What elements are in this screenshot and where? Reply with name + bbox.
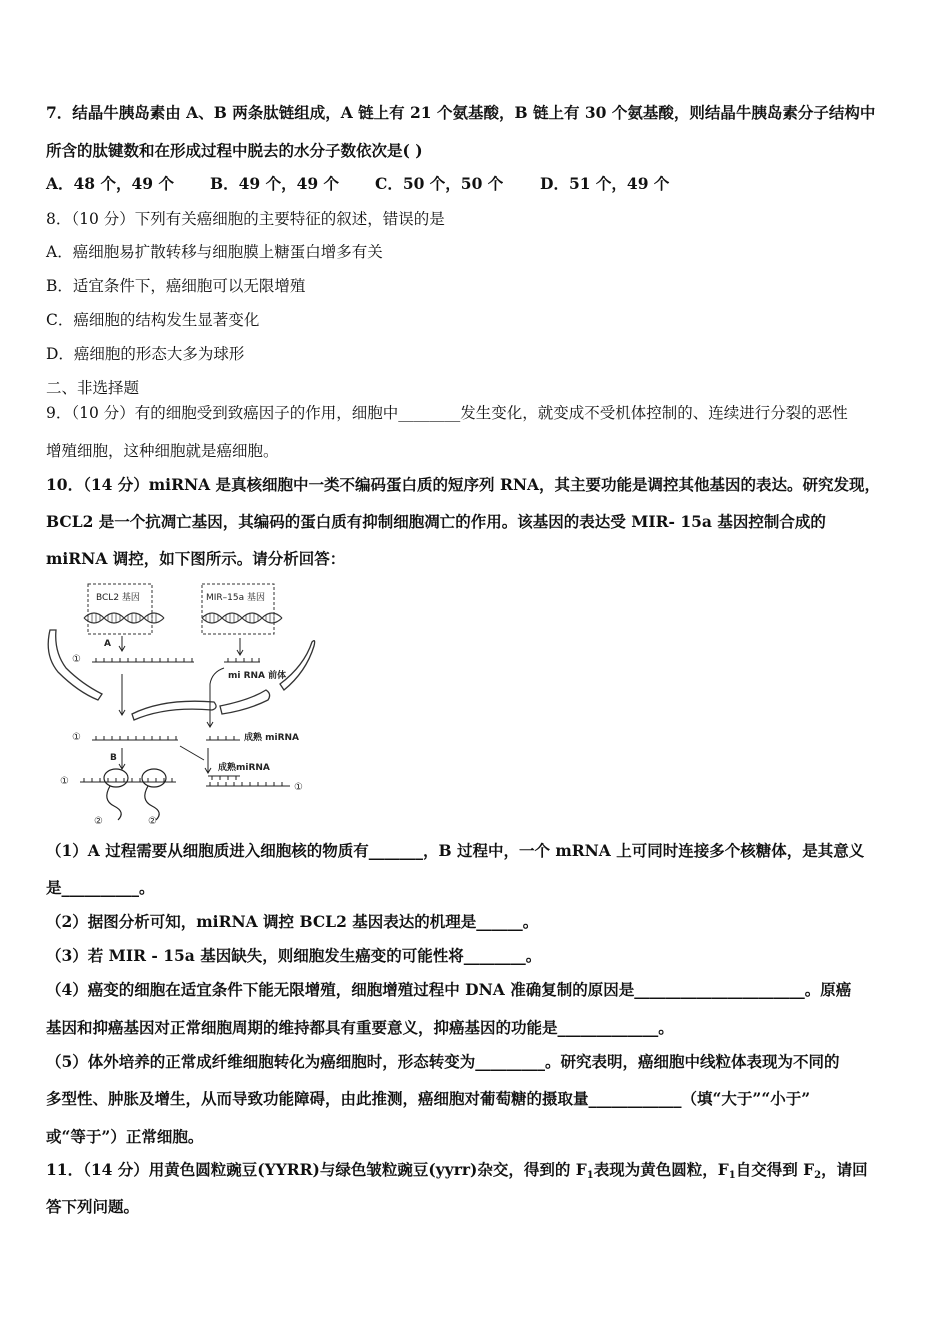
q7-stem-line2: 所含的肽键数和在形成过程中脱去的水分子数依次是( )	[46, 141, 423, 160]
circle2-label-1: ②	[94, 816, 103, 827]
circle1-label-row3: ①	[60, 776, 69, 787]
q11-text-a: 11．（14 分）用黄色圆粒豌豆(YYRR)与绿色皱粒豌豆(yyrr)杂交，得到的 F	[46, 1160, 587, 1179]
target-mrna-strand	[206, 782, 290, 786]
q11-stem-line2: 答下列问题。	[46, 1197, 140, 1216]
mature-mirna-strand-2	[208, 776, 240, 780]
q11-sub-1b: 1	[728, 1170, 736, 1181]
mature-mirna-label-1: 成熟 miRNA	[244, 733, 300, 743]
q7-option-c: C．50 个，50 个	[375, 174, 504, 193]
mature-mirna-label-2: 成熟miRNA	[218, 763, 270, 773]
q11-text-d: ，请回	[821, 1160, 868, 1179]
bcl2-dna-helix	[84, 613, 164, 623]
q7-option-b: B．49 个，49 个	[210, 174, 340, 193]
q8-option-a: A．癌细胞易扩散转移与细胞膜上糖蛋白增多有关	[46, 243, 383, 261]
translation-arrows	[119, 746, 211, 773]
circle1-label-row1: ①	[72, 654, 81, 665]
export-arrows	[119, 668, 224, 727]
q7-option-d: D．51 个，49 个	[540, 174, 670, 193]
q9-stem-line2: 增殖细胞，这种细胞就是癌细胞。	[46, 442, 279, 460]
q8-option-c: C．癌细胞的结构发生显著变化	[46, 311, 260, 329]
q10-sub5-line2: 多型性、肿胀及增生，从而导致功能障碍，由此推测，癌细胞对葡萄糖的摄取量____________（填“大于”“小于”	[46, 1089, 811, 1108]
bcl2-gene-box	[88, 584, 152, 634]
q8-option-d: D．癌细胞的形态大多为球形	[46, 345, 245, 363]
q9-stem-line1: 9．（10 分）有的细胞受到致癌因子的作用，细胞中________发生变化，就变成不受机体控制的、连续进行分裂的恶性	[46, 404, 848, 422]
mrna-strand-row2	[92, 736, 178, 740]
q10-stem-line2: BCL2 是一个抗凋亡基因，其编码的蛋白质有抑制细胞凋亡的作用。该基因的表达受 MIR- 15a 基因控制合成的	[46, 512, 826, 531]
mirna-precursor-strand	[224, 658, 260, 662]
q11-sub-2: 2	[814, 1170, 822, 1181]
q10-sub5-line3: 或“等于”）正常细胞。	[46, 1127, 204, 1146]
circle1-label-row2: ①	[72, 732, 81, 743]
transcription-arrows	[119, 636, 243, 655]
q8-option-b: B．适宜条件下，癌细胞可以无限增殖	[46, 277, 306, 295]
process-b-label: B	[110, 753, 117, 763]
q10-sub1-line2: 是__________。	[46, 878, 155, 897]
process-a-label: A	[104, 639, 111, 649]
q10-sub4-line2: 基因和抑癌基因对正常细胞周期的维持都具有重要意义，抑癌基因的功能是_____________。	[46, 1018, 674, 1037]
mrna-strand-row1	[92, 658, 194, 662]
section-heading: 二、非选择题	[46, 379, 140, 397]
bcl2-gene-label: BCL2 基因	[96, 593, 140, 603]
mir15a-dna-helix	[202, 613, 282, 623]
ribosomes	[104, 769, 166, 820]
circle1-label-row3-right: ①	[294, 782, 303, 793]
q10-sub5-line1: （5）体外培养的正常成纤维细胞转化为癌细胞时，形态转变为_________。研究表明，癌细胞中线粒体表现为不同的	[46, 1052, 840, 1071]
q11-text-b: 表现为黄色圆粒，F	[593, 1160, 729, 1179]
q10-stem-line1: 10．（14 分）miRNA 是真核细胞中一类不编码蛋白质的短序列 RNA，其主要功能是调控其他基因的表达。研究发现，	[46, 475, 881, 494]
circle2-label-2: ②	[148, 816, 157, 827]
q7-option-a: A．48 个，49 个	[46, 174, 174, 193]
q10-sub3: （3）若 MIR - 15a 基因缺失，则细胞发生癌变的可能性将________。	[46, 946, 542, 965]
q11-stem-line1	[46, 1160, 868, 1180]
q10-sub1-line1: （1）A 过程需要从细胞质进入细胞核的物质有_______，B 过程中，一个 mRNA 上可同时连接多个核糖体，是其意义	[46, 841, 865, 860]
q10-sub2: （2）据图分析可知，miRNA 调控 BCL2 基因表达的机理是______。	[46, 912, 539, 931]
q10-sub4-line1: （4）癌变的细胞在适宜条件下能无限增殖，细胞增殖过程中 DNA 准确复制的原因是______________________。原癌	[46, 980, 852, 999]
q7-stem-line1: 7．结晶牛胰岛素由 A、B 两条肽链组成，A 链上有 21 个氨基酸，B 链上有 30 个氨基酸，则结晶牛胰岛素分子结构中	[46, 103, 876, 122]
q7-options	[46, 174, 669, 194]
q11-text-c: 自交得到 F	[735, 1160, 815, 1179]
q10-stem-line3: miRNA 调控，如下图所示。请分析回答：	[46, 549, 346, 568]
q11-sub-1a: 1	[586, 1170, 594, 1181]
q8-stem: 8．（10 分）下列有关癌细胞的主要特征的叙述，错误的是	[46, 210, 445, 228]
mature-mirna-strand-1	[206, 736, 240, 740]
mirna-precursor-label: mi RNA 前体	[228, 671, 287, 681]
mirna-regulation-diagram	[44, 580, 316, 830]
mir15a-gene-label: MIR–15a 基因	[206, 593, 266, 603]
mir15a-gene-box	[202, 584, 274, 634]
